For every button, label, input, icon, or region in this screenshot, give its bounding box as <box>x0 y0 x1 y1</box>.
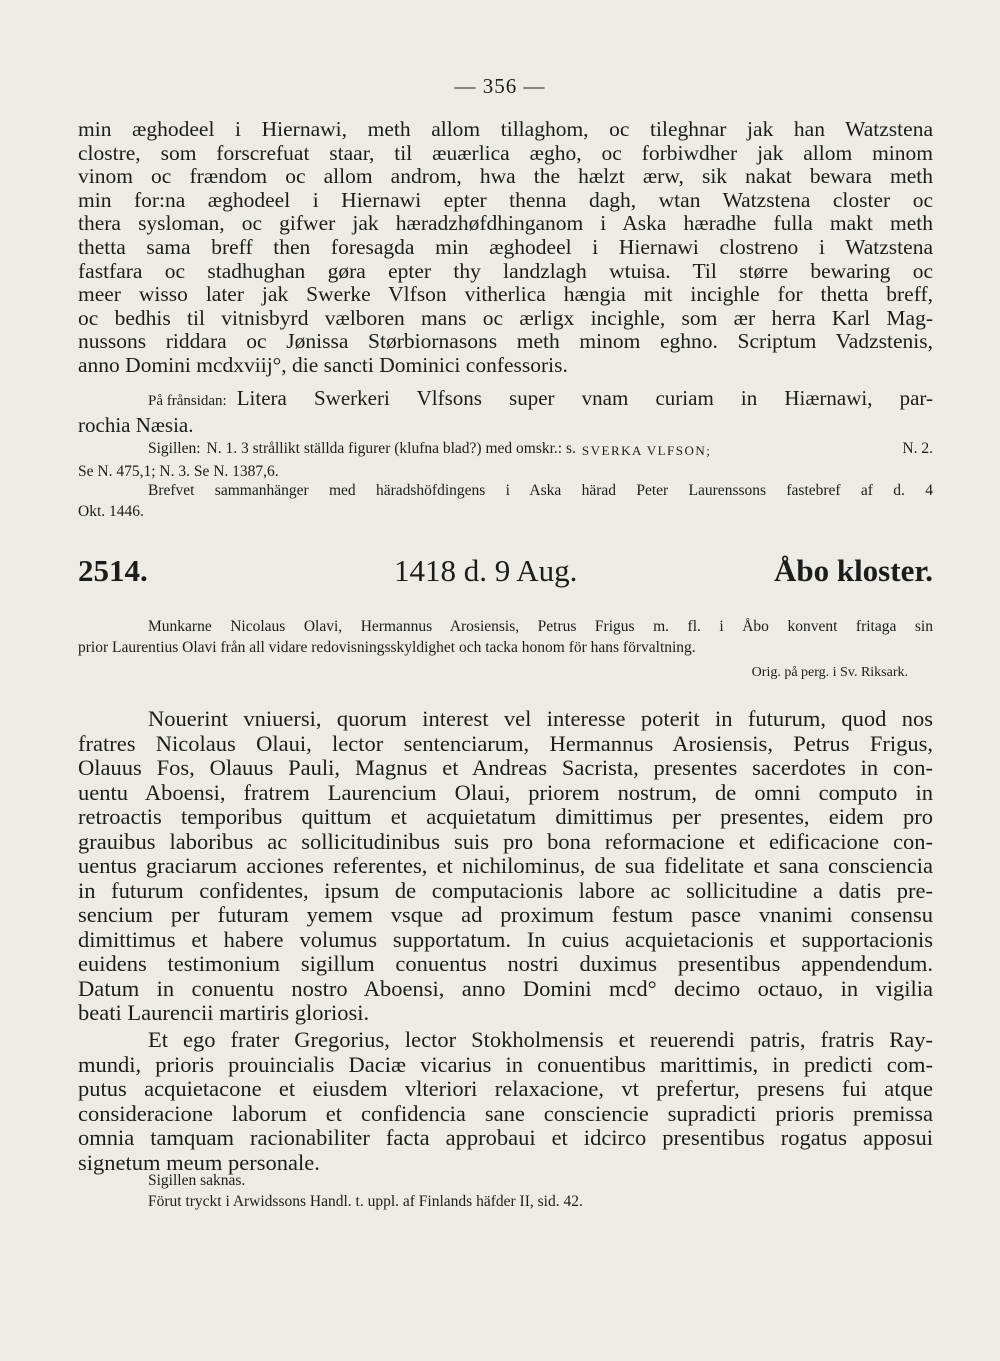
text-line: vinom oc frændom oc allom androm, hwa the hælzt ærw, sik nakat bewara meth <box>78 164 933 189</box>
text-line: anno Domini mcdxviij°, die sancti Dominici confessoris. <box>78 352 568 377</box>
printed-note: Förut tryckt i Arwidssons Handl. t. uppl. af Finlands häfder II, sid. 42. <box>148 1193 583 1210</box>
endorsement-label: På frånsidan: <box>148 393 227 409</box>
seal-note <box>78 438 933 482</box>
letter-continuation <box>78 118 933 378</box>
text-line: dimittimus et habere volumus supportatum. In cuius acquietacionis et supportacionis <box>78 926 933 952</box>
text-line: putus acquietacone et eiusdem vlteriori relaxacione, vt prefertur, presens fui atque <box>78 1076 933 1101</box>
text-line: grauibus laboribus ac sollicitudinibus suis pro bona reformacione et edificacione con- <box>78 828 933 854</box>
text-line: sencium per futuram yemem vsque ad proximum festum pasce vnanimi consensu <box>78 902 933 927</box>
text-line: oc bedhis til vitnisbyrd vælboren mans oc ærligx incighle, som ær herra Karl Mag- <box>78 305 933 330</box>
text-line: Et ego frater Gregorius, lector Stokholmensis et reuerendi patris, fratris Ray- <box>148 1027 933 1052</box>
text-line: Olauus Fos, Olauus Pauli, Magnus et Andreas Sacrista, presentes sacerdotes in con- <box>78 755 933 780</box>
entry-place: Åbo kloster. <box>773 553 933 588</box>
seal-inscription: SVERKA VLFSON; <box>581 443 712 458</box>
text-line: Nouerint vniuersi, quorum interest vel interesse poterit in futurum, quod nos <box>148 706 933 731</box>
summary-line: Munkarne Nicolaus Olavi, Hermannus Arosiensis, Petrus Frigus m. fl. i Åbo konvent fritaga sin <box>148 618 933 635</box>
entry-date: 1418 d. 9 Aug. <box>394 553 578 588</box>
summary-line: prior Laurentius Olavi från all vidare redovisningsskyldighet och tacka honom för hans förvaltning. <box>78 639 696 656</box>
entry-summary <box>78 616 933 658</box>
closing-notes <box>78 1170 933 1212</box>
text-line: fastfara oc stadhughan gøra epter thy landzlagh wtuisa. Til større bewaring oc <box>78 258 933 283</box>
entry-number: 2514. <box>78 553 148 588</box>
seal-note-text: N. 1. 3 strållikt ställda figurer (klufna blad?) med omskr.: s. <box>206 440 576 457</box>
endorsement-text-cont: rochia Næsia. <box>78 413 194 437</box>
text-line: min æghodeel i Hiernawi, meth allom tillaghom, oc tileghnar jak han Watzstena <box>78 117 933 141</box>
text-line: clostre, som forscrefuat staar, til æuærlica ægho, oc forbiwdher jak allom minom <box>78 140 933 165</box>
text-line: nussons riddara oc Jønissa Størbiornasons meth minom eghno. Scriptum Vadzstenis, <box>78 329 933 354</box>
endorsement-text: Litera Swerkeri Vlfsons super vnam curiam in Hiærnawi, par- <box>236 386 933 410</box>
text-line: mundi, prioris prouincialis Daciæ vicarius in conuentibus marittimis, in predicti com- <box>78 1051 933 1077</box>
endorsement <box>78 386 933 437</box>
text-line: meer wisso later jak Swerke Vlfson vitherlica hængia mit incighle for thetta breff, <box>78 282 933 307</box>
text-line: thera sysloman, oc gifwer jak hæradzhøfdhinganom i Aska hæradhe fulla makt meth <box>78 211 933 236</box>
text-line: in futurum confidentes, ipsum de computacionis labore ac sollicitudine a datis pre- <box>78 877 933 903</box>
source-note: Orig. på perg. i Sv. Riksark. <box>751 665 908 680</box>
entry-header <box>78 553 933 593</box>
letter-body-addendum <box>78 1028 933 1175</box>
page-number: — 356 — <box>454 74 546 98</box>
text-line: consideracione laborum et confidencia sane consciencie supradicti prioris premissa <box>78 1100 933 1126</box>
seals-missing-note: Sigillen saknas. <box>148 1172 246 1189</box>
text-line: thetta sama breff then foresagda min æghodeel i Hiernawi clostreno i Watzstena <box>78 234 933 259</box>
text-line: Datum in conuentu nostro Aboensi, anno Domini mcd° decimo octauo, in vigilia <box>78 975 933 1001</box>
letter-note-line: Brefvet sammanhänger med häradshöfdingens i Aska härad Peter Laurenssons fastebref af d. 4 <box>148 482 933 499</box>
letter-body <box>78 707 933 1026</box>
letter-note <box>78 480 933 522</box>
text-line: uentu Aboensi, fratrem Laurencium Olaui, priorem nostrum, de omni computo in <box>78 779 933 805</box>
text-line: min for:na æghodeel i Hiernawi epter thenna dagh, wtan Watzstena closter oc <box>78 187 933 212</box>
text-line: omnia tamquam racionabiliter facta approbaui et idcirco presentibus rogatus apposui <box>78 1125 933 1150</box>
seal-note-line: Se N. 475,1; N. 3. Se N. 1387,6. <box>78 463 279 480</box>
text-line: uentus graciarum acciones referentes, et nichilominus, de sua fidelitate et sana consciencia <box>78 853 933 878</box>
text-line: retroactis temporibus quittum et acquietatum dimittimus per presentes, eidem pro <box>78 804 933 829</box>
text-line: euidens testimonium sigillum conuentus nostri duximus presentibus appendendum. <box>78 951 933 976</box>
text-line: beati Laurencii martiris gloriosi. <box>78 1000 370 1025</box>
letter-note-line: Okt. 1446. <box>78 503 144 520</box>
text-line: fratres Nicolaus Olaui, lector sentenciarum, Hermannus Arosiensis, Petrus Frigus, <box>78 730 933 756</box>
seal-note-label: Sigillen: <box>148 440 201 457</box>
text-line: signetum meum personale. <box>78 1149 320 1175</box>
seal-note-text-2: N. 2. <box>902 440 933 457</box>
